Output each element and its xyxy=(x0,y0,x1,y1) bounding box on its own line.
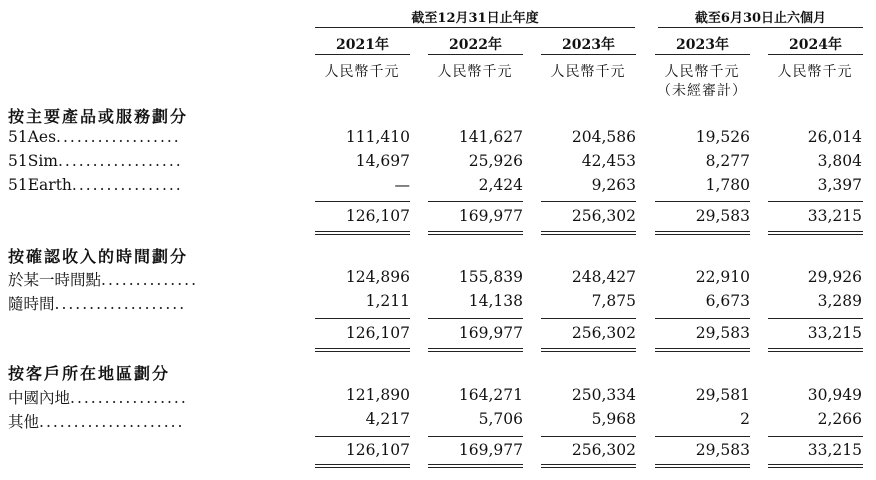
cell-value: 9,263 xyxy=(591,176,636,194)
cell-value: 14,697 xyxy=(355,152,410,170)
year-2023-interim: 2023年 xyxy=(676,37,729,53)
cell-value: 29,926 xyxy=(807,268,862,286)
total-value: 256,302 xyxy=(571,441,636,459)
subtotal-rule xyxy=(428,436,523,437)
subtotal-rule xyxy=(768,318,863,319)
cell-value: 2,266 xyxy=(817,410,862,428)
year-2021: 2021年 xyxy=(336,37,389,53)
subtotal-rule xyxy=(541,318,636,319)
subtotal-rule xyxy=(655,318,750,319)
cell-value: 6,673 xyxy=(705,292,750,310)
cell-value: 3,804 xyxy=(817,152,862,170)
total-value: 126,107 xyxy=(345,441,410,459)
total-double-rule xyxy=(541,348,636,352)
cell-value: 124,896 xyxy=(345,268,410,286)
header-annual-period: 截至12月31日止年度 xyxy=(411,11,539,26)
cell-value: 1,211 xyxy=(365,292,410,310)
row-label: 51Sim.................. xyxy=(8,152,183,170)
row-label: 於某一時間點.............. xyxy=(8,271,198,289)
total-double-rule xyxy=(315,464,410,468)
cell-value: 29,581 xyxy=(695,386,750,404)
cell-value: 141,627 xyxy=(458,128,523,146)
cell-value: — xyxy=(394,176,410,194)
total-value: 33,215 xyxy=(807,324,862,342)
header-annual-rule xyxy=(315,27,635,28)
leader-dots: ..................... xyxy=(39,413,185,431)
total-value: 29,583 xyxy=(695,207,750,225)
subtotal-rule xyxy=(428,318,523,319)
cell-value: 204,586 xyxy=(571,128,636,146)
cell-value: 26,014 xyxy=(807,128,862,146)
unit-label: 人民幣千元 xyxy=(777,64,853,80)
section-title-timing: 按確認收入的時間劃分 xyxy=(8,247,189,266)
total-double-rule xyxy=(768,231,863,235)
year-2024-interim: 2024年 xyxy=(789,37,842,53)
cell-value: 2,424 xyxy=(478,176,523,194)
subtotal-rule xyxy=(768,201,863,202)
cell-value: 3,397 xyxy=(817,176,862,194)
cell-value: 1,780 xyxy=(705,176,750,194)
cell-value: 248,427 xyxy=(571,268,636,286)
total-value: 29,583 xyxy=(695,324,750,342)
section-title-product: 按主要產品或服務劃分 xyxy=(8,107,189,126)
total-value: 29,583 xyxy=(695,441,750,459)
cell-value: 42,453 xyxy=(581,152,636,170)
total-double-rule xyxy=(428,348,523,352)
total-double-rule xyxy=(315,231,410,235)
total-double-rule xyxy=(768,348,863,352)
unit-label: 人民幣千元 xyxy=(550,64,626,80)
cell-value: 2 xyxy=(740,410,750,428)
total-value: 126,107 xyxy=(345,324,410,342)
subtotal-rule xyxy=(541,201,636,202)
header-interim-period: 截至6月30日止六個月 xyxy=(694,11,827,26)
subtotal-rule xyxy=(428,201,523,202)
subtotal-rule xyxy=(655,201,750,202)
cell-value: 164,271 xyxy=(458,386,523,404)
total-double-rule xyxy=(655,464,750,468)
total-value: 256,302 xyxy=(571,207,636,225)
subtotal-rule xyxy=(655,436,750,437)
total-value: 33,215 xyxy=(807,207,862,225)
subtotal-rule xyxy=(315,318,410,319)
row-label: 51Earth................ xyxy=(8,176,183,194)
unit-label: 人民幣千元 xyxy=(324,64,400,80)
total-value: 33,215 xyxy=(807,441,862,459)
row-label: 其他..................... xyxy=(8,413,185,431)
section-title-region: 按客戶所在地區劃分 xyxy=(8,364,171,383)
subtotal-rule xyxy=(315,436,410,437)
unaudited-note: （未經審計） xyxy=(657,83,747,99)
total-value: 169,977 xyxy=(458,441,523,459)
leader-dots: .................. xyxy=(58,152,183,170)
cell-value: 121,890 xyxy=(345,386,410,404)
cell-value: 30,949 xyxy=(807,386,862,404)
year-rule xyxy=(428,54,523,55)
leader-dots: ................. xyxy=(70,389,188,407)
total-double-rule xyxy=(768,464,863,468)
total-double-rule xyxy=(541,464,636,468)
total-double-rule xyxy=(655,231,750,235)
leader-dots: .................. xyxy=(56,128,181,146)
cell-value: 19,526 xyxy=(695,128,750,146)
cell-value: 5,968 xyxy=(591,410,636,428)
cell-value: 14,138 xyxy=(468,292,523,310)
unit-label: 人民幣千元 xyxy=(437,64,513,80)
total-double-rule xyxy=(655,348,750,352)
leader-dots: .............. xyxy=(101,271,198,289)
cell-value: 22,910 xyxy=(695,268,750,286)
total-value: 256,302 xyxy=(571,324,636,342)
year-rule xyxy=(541,54,636,55)
row-label: 隨時間................... xyxy=(8,295,187,313)
year-2023: 2023年 xyxy=(562,37,615,53)
year-rule xyxy=(768,54,863,55)
total-value: 169,977 xyxy=(458,324,523,342)
total-double-rule xyxy=(315,348,410,352)
cell-value: 8,277 xyxy=(705,152,750,170)
total-value: 169,977 xyxy=(458,207,523,225)
total-double-rule xyxy=(428,464,523,468)
unit-label: 人民幣千元 xyxy=(664,64,740,80)
cell-value: 155,839 xyxy=(458,268,523,286)
cell-value: 5,706 xyxy=(478,410,523,428)
total-double-rule xyxy=(541,231,636,235)
subtotal-rule xyxy=(541,436,636,437)
total-double-rule xyxy=(428,231,523,235)
year-rule xyxy=(315,54,410,55)
header-interim-rule xyxy=(658,27,863,28)
row-label: 中國內地................. xyxy=(8,389,188,407)
row-label: 51Aes.................. xyxy=(8,128,181,146)
total-value: 126,107 xyxy=(345,207,410,225)
cell-value: 7,875 xyxy=(591,292,636,310)
year-rule xyxy=(655,54,750,55)
cell-value: 3,289 xyxy=(817,292,862,310)
cell-value: 250,334 xyxy=(571,386,636,404)
subtotal-rule xyxy=(768,436,863,437)
leader-dots: ................... xyxy=(54,295,187,313)
year-2022: 2022年 xyxy=(449,37,502,53)
cell-value: 25,926 xyxy=(468,152,523,170)
cell-value: 111,410 xyxy=(345,128,410,146)
leader-dots: ................ xyxy=(71,176,183,194)
subtotal-rule xyxy=(315,201,410,202)
cell-value: 4,217 xyxy=(365,410,410,428)
